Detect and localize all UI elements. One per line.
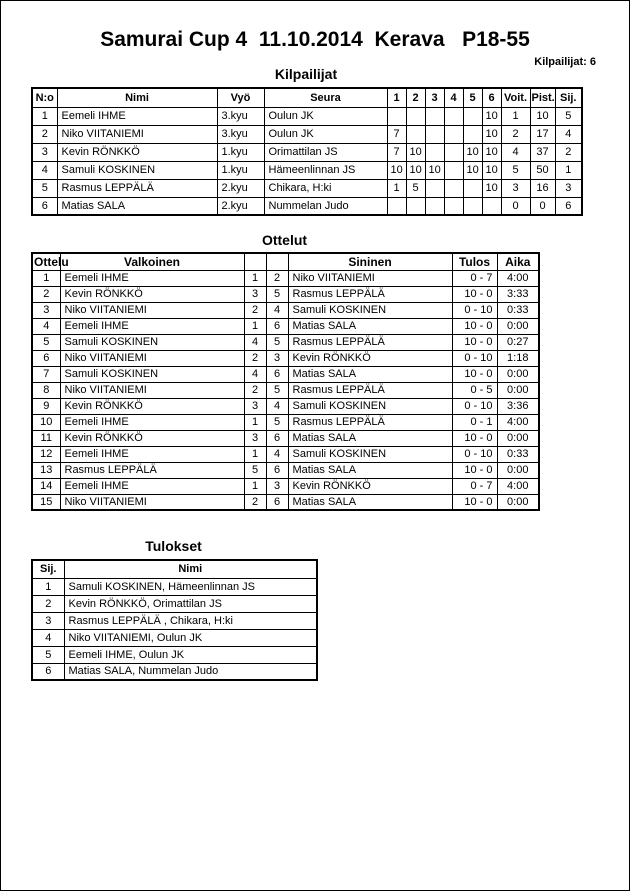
competitor-number: 5 xyxy=(32,179,57,197)
competitor-placement: 1 xyxy=(555,161,582,179)
white-player-name: Eemeli IHME xyxy=(60,318,244,334)
match-number: 5 xyxy=(32,334,60,350)
score-vs-opponent-2: 10 xyxy=(406,161,425,179)
score-vs-opponent-1: 7 xyxy=(387,143,406,161)
final-placement-name: Rasmus LEPPÄLÄ , Chikara, H:ki xyxy=(64,612,317,629)
white-player-number: 1 xyxy=(244,318,266,334)
match-time: 4:00 xyxy=(497,270,539,286)
competitor-club: Hämeenlinnan JS xyxy=(264,161,387,179)
white-player-number: 3 xyxy=(244,430,266,446)
match-row xyxy=(32,366,539,382)
match-number: 12 xyxy=(32,446,60,462)
score-vs-opponent-2 xyxy=(406,107,425,125)
white-player-number: 2 xyxy=(244,350,266,366)
white-player-name: Eemeli IHME xyxy=(60,270,244,286)
match-number: 7 xyxy=(32,366,60,382)
match-time: 0:00 xyxy=(497,366,539,382)
match-result: 10 - 0 xyxy=(452,286,497,302)
match-time: 0:00 xyxy=(497,462,539,478)
competitor-wins: 5 xyxy=(501,161,530,179)
match-result: 0 - 10 xyxy=(452,398,497,414)
match-row xyxy=(32,446,539,462)
final-placement-name: Matias SALA, Nummelan Judo xyxy=(64,663,317,680)
col-header-aika: Aika xyxy=(497,253,539,270)
col-header-sij: Sij. xyxy=(555,88,582,107)
competitors-header-row xyxy=(32,88,582,107)
score-vs-opponent-1: 10 xyxy=(387,161,406,179)
competitor-wins: 2 xyxy=(501,125,530,143)
final-standing-row xyxy=(32,646,317,663)
white-player-name: Niko VIITANIEMI xyxy=(60,494,244,510)
match-time: 4:00 xyxy=(497,478,539,494)
match-result: 10 - 0 xyxy=(452,318,497,334)
blue-player-number: 2 xyxy=(266,270,288,286)
match-number: 11 xyxy=(32,430,60,446)
competitor-name: Niko VIITANIEMI xyxy=(57,125,217,143)
col-header-opp-5: 5 xyxy=(463,88,482,107)
score-vs-opponent-6: 10 xyxy=(482,107,501,125)
match-number: 6 xyxy=(32,350,60,366)
section-heading-ottelut: Ottelut xyxy=(261,232,308,249)
score-vs-opponent-1: 7 xyxy=(387,125,406,143)
competitor-placement: 4 xyxy=(555,125,582,143)
blue-player-name: Kevin RÖNKKÖ xyxy=(288,350,452,366)
final-placement-name: Kevin RÖNKKÖ, Orimattilan JS xyxy=(64,595,317,612)
score-vs-opponent-4 xyxy=(444,161,463,179)
match-number: 1 xyxy=(32,270,60,286)
competitor-row xyxy=(32,125,582,143)
match-time: 0:00 xyxy=(497,318,539,334)
score-vs-opponent-5 xyxy=(463,107,482,125)
final-placement: 2 xyxy=(32,595,64,612)
competitor-points: 16 xyxy=(530,179,555,197)
match-time: 0:00 xyxy=(497,382,539,398)
white-player-name: Samuli KOSKINEN xyxy=(60,366,244,382)
white-player-number: 1 xyxy=(244,478,266,494)
col-header-tulos: Tulos xyxy=(452,253,497,270)
competitor-club: Chikara, H:ki xyxy=(264,179,387,197)
blue-player-number: 5 xyxy=(266,382,288,398)
blue-player-name: Matias SALA xyxy=(288,318,452,334)
match-number: 13 xyxy=(32,462,60,478)
score-vs-opponent-6: 10 xyxy=(482,125,501,143)
blue-player-name: Rasmus LEPPÄLÄ xyxy=(288,334,452,350)
match-row xyxy=(32,494,539,510)
competitor-name: Samuli KOSKINEN xyxy=(57,161,217,179)
competitor-number: 1 xyxy=(32,107,57,125)
competitor-points: 0 xyxy=(530,197,555,215)
competitor-name: Rasmus LEPPÄLÄ xyxy=(57,179,217,197)
match-result: 0 - 10 xyxy=(452,350,497,366)
blue-player-number: 6 xyxy=(266,430,288,446)
match-time: 0:33 xyxy=(497,302,539,318)
col-header-opp-2: 2 xyxy=(406,88,425,107)
final-placement-name: Niko VIITANIEMI, Oulun JK xyxy=(64,629,317,646)
competitor-wins: 4 xyxy=(501,143,530,161)
match-time: 0:00 xyxy=(497,494,539,510)
competitor-wins: 3 xyxy=(501,179,530,197)
match-time: 1:18 xyxy=(497,350,539,366)
competitor-row xyxy=(32,161,582,179)
blue-player-name: Kevin RÖNKKÖ xyxy=(288,478,452,494)
competitor-number: 3 xyxy=(32,143,57,161)
white-player-number: 3 xyxy=(244,398,266,414)
col-header-vyo: Vyö xyxy=(217,88,264,107)
score-vs-opponent-4 xyxy=(444,107,463,125)
match-result: 10 - 0 xyxy=(452,494,497,510)
blue-player-number: 4 xyxy=(266,446,288,462)
standings-table xyxy=(31,559,318,681)
blue-player-number: 4 xyxy=(266,398,288,414)
competitor-number: 6 xyxy=(32,197,57,215)
match-result: 0 - 10 xyxy=(452,302,497,318)
final-standing-row xyxy=(32,612,317,629)
white-player-name: Rasmus LEPPÄLÄ xyxy=(60,462,244,478)
competitor-belt: 2.kyu xyxy=(217,197,264,215)
score-vs-opponent-6: 10 xyxy=(482,161,501,179)
competitors-count-label: Kilpailijat: 6 xyxy=(534,56,596,68)
score-vs-opponent-6: 10 xyxy=(482,143,501,161)
col-header-placement: Sij. xyxy=(32,560,64,578)
col-header-nimi: Nimi xyxy=(57,88,217,107)
match-number: 4 xyxy=(32,318,60,334)
match-result: 10 - 0 xyxy=(452,334,497,350)
white-player-number: 2 xyxy=(244,494,266,510)
competitor-wins: 1 xyxy=(501,107,530,125)
score-vs-opponent-6 xyxy=(482,197,501,215)
blue-player-number: 5 xyxy=(266,414,288,430)
match-number: 8 xyxy=(32,382,60,398)
match-row xyxy=(32,286,539,302)
blue-player-number: 3 xyxy=(266,478,288,494)
competitor-name: Matias SALA xyxy=(57,197,217,215)
score-vs-opponent-3 xyxy=(425,179,444,197)
match-time: 4:00 xyxy=(497,414,539,430)
score-vs-opponent-5 xyxy=(463,125,482,143)
white-player-name: Niko VIITANIEMI xyxy=(60,350,244,366)
blue-player-number: 6 xyxy=(266,494,288,510)
competitor-belt: 2.kyu xyxy=(217,179,264,197)
col-header-valkoinen: Valkoinen xyxy=(60,253,244,270)
score-vs-opponent-3: 10 xyxy=(425,161,444,179)
competitor-wins: 0 xyxy=(501,197,530,215)
competitor-club: Nummelan Judo xyxy=(264,197,387,215)
match-result: 0 - 7 xyxy=(452,478,497,494)
score-vs-opponent-3 xyxy=(425,107,444,125)
competitor-belt: 3.kyu xyxy=(217,125,264,143)
white-player-number: 1 xyxy=(244,446,266,462)
final-standing-row xyxy=(32,629,317,646)
col-header-opp-3: 3 xyxy=(425,88,444,107)
white-player-number: 1 xyxy=(244,414,266,430)
white-player-name: Niko VIITANIEMI xyxy=(60,382,244,398)
competitor-row xyxy=(32,179,582,197)
col-header-seura: Seura xyxy=(264,88,387,107)
match-row xyxy=(32,334,539,350)
final-standing-row xyxy=(32,578,317,595)
match-row xyxy=(32,270,539,286)
white-player-name: Kevin RÖNKKÖ xyxy=(60,398,244,414)
competitors-table xyxy=(31,87,583,216)
match-time: 3:33 xyxy=(497,286,539,302)
match-time: 0:33 xyxy=(497,446,539,462)
competitor-placement: 3 xyxy=(555,179,582,197)
score-vs-opponent-4 xyxy=(444,197,463,215)
competitor-placement: 5 xyxy=(555,107,582,125)
final-placement-name: Eemeli IHME, Oulun JK xyxy=(64,646,317,663)
match-time: 0:27 xyxy=(497,334,539,350)
score-vs-opponent-2: 10 xyxy=(406,143,425,161)
standings-header-row xyxy=(32,560,317,578)
score-vs-opponent-2 xyxy=(406,125,425,143)
matches-table xyxy=(31,252,540,511)
white-player-number: 4 xyxy=(244,334,266,350)
blue-player-number: 6 xyxy=(266,366,288,382)
match-result: 10 - 0 xyxy=(452,430,497,446)
competitor-points: 10 xyxy=(530,107,555,125)
score-vs-opponent-5 xyxy=(463,197,482,215)
competitor-club: Oulun JK xyxy=(264,125,387,143)
score-vs-opponent-4 xyxy=(444,125,463,143)
col-header-name: Nimi xyxy=(64,560,317,578)
score-vs-opponent-5: 10 xyxy=(463,161,482,179)
competitor-row xyxy=(32,197,582,215)
score-vs-opponent-6: 10 xyxy=(482,179,501,197)
white-player-name: Eemeli IHME xyxy=(60,446,244,462)
white-player-name: Eemeli IHME xyxy=(60,414,244,430)
blue-player-name: Niko VIITANIEMI xyxy=(288,270,452,286)
match-row xyxy=(32,462,539,478)
match-row xyxy=(32,302,539,318)
match-row xyxy=(32,478,539,494)
final-placement-name: Samuli KOSKINEN, Hämeenlinnan JS xyxy=(64,578,317,595)
page-title: Samurai Cup 4 11.10.2014 Kerava P18-55 xyxy=(100,28,530,51)
final-placement: 6 xyxy=(32,663,64,680)
final-placement: 4 xyxy=(32,629,64,646)
blue-player-number: 6 xyxy=(266,318,288,334)
white-player-number: 3 xyxy=(244,286,266,302)
match-row xyxy=(32,318,539,334)
blue-player-name: Matias SALA xyxy=(288,430,452,446)
match-row xyxy=(32,414,539,430)
col-header-sininen: Sininen xyxy=(288,253,452,270)
match-time: 0:00 xyxy=(497,430,539,446)
blue-player-number: 4 xyxy=(266,302,288,318)
match-result: 0 - 7 xyxy=(452,270,497,286)
match-result: 0 - 5 xyxy=(452,382,497,398)
match-row xyxy=(32,398,539,414)
competitor-points: 17 xyxy=(530,125,555,143)
final-placement: 5 xyxy=(32,646,64,663)
match-result: 10 - 0 xyxy=(452,462,497,478)
match-result: 10 - 0 xyxy=(452,366,497,382)
col-header-blue-num xyxy=(266,253,288,270)
score-vs-opponent-3 xyxy=(425,125,444,143)
competitor-belt: 1.kyu xyxy=(217,143,264,161)
col-header-opp-6: 6 xyxy=(482,88,501,107)
blue-player-name: Rasmus LEPPÄLÄ xyxy=(288,414,452,430)
blue-player-name: Matias SALA xyxy=(288,366,452,382)
white-player-number: 1 xyxy=(244,270,266,286)
white-player-name: Niko VIITANIEMI xyxy=(60,302,244,318)
score-vs-opponent-4 xyxy=(444,179,463,197)
blue-player-name: Samuli KOSKINEN xyxy=(288,446,452,462)
match-number: 10 xyxy=(32,414,60,430)
match-number: 9 xyxy=(32,398,60,414)
final-placement: 3 xyxy=(32,612,64,629)
match-row xyxy=(32,430,539,446)
competitor-row xyxy=(32,143,582,161)
score-vs-opponent-1 xyxy=(387,107,406,125)
section-heading-tulokset: Tulokset xyxy=(145,538,202,555)
competitor-belt: 3.kyu xyxy=(217,107,264,125)
blue-player-name: Samuli KOSKINEN xyxy=(288,302,452,318)
competitor-belt: 1.kyu xyxy=(217,161,264,179)
final-standing-row xyxy=(32,595,317,612)
white-player-name: Samuli KOSKINEN xyxy=(60,334,244,350)
score-vs-opponent-2 xyxy=(406,197,425,215)
col-header-voit: Voit. xyxy=(501,88,530,107)
final-placement: 1 xyxy=(32,578,64,595)
white-player-number: 2 xyxy=(244,382,266,398)
matches-header-row xyxy=(32,253,539,270)
competitor-club: Orimattilan JS xyxy=(264,143,387,161)
competitor-points: 50 xyxy=(530,161,555,179)
match-number: 3 xyxy=(32,302,60,318)
col-header-opp-1: 1 xyxy=(387,88,406,107)
score-vs-opponent-5: 10 xyxy=(463,143,482,161)
blue-player-name: Rasmus LEPPÄLÄ xyxy=(288,382,452,398)
match-time: 3:36 xyxy=(497,398,539,414)
blue-player-name: Rasmus LEPPÄLÄ xyxy=(288,286,452,302)
score-vs-opponent-2: 5 xyxy=(406,179,425,197)
blue-player-number: 3 xyxy=(266,350,288,366)
competitor-name: Eemeli IHME xyxy=(57,107,217,125)
white-player-name: Kevin RÖNKKÖ xyxy=(60,286,244,302)
white-player-number: 5 xyxy=(244,462,266,478)
blue-player-number: 5 xyxy=(266,334,288,350)
match-number: 14 xyxy=(32,478,60,494)
blue-player-name: Matias SALA xyxy=(288,494,452,510)
blue-player-name: Samuli KOSKINEN xyxy=(288,398,452,414)
col-header-no: N:o xyxy=(32,88,57,107)
col-header-opp-4: 4 xyxy=(444,88,463,107)
col-header-white-num xyxy=(244,253,266,270)
final-standing-row xyxy=(32,663,317,680)
score-vs-opponent-1: 1 xyxy=(387,179,406,197)
competitor-points: 37 xyxy=(530,143,555,161)
col-header-ottelu: Ottelu xyxy=(34,254,69,269)
match-result: 0 - 10 xyxy=(452,446,497,462)
score-vs-opponent-3 xyxy=(425,143,444,161)
competitor-name: Kevin RÖNKKÖ xyxy=(57,143,217,161)
blue-player-name: Matias SALA xyxy=(288,462,452,478)
white-player-number: 4 xyxy=(244,366,266,382)
competitor-placement: 2 xyxy=(555,143,582,161)
col-header-pist: Pist. xyxy=(530,88,555,107)
competitor-club: Oulun JK xyxy=(264,107,387,125)
match-number: 15 xyxy=(32,494,60,510)
blue-player-number: 6 xyxy=(266,462,288,478)
white-player-name: Kevin RÖNKKÖ xyxy=(60,430,244,446)
score-vs-opponent-3 xyxy=(425,197,444,215)
match-number: 2 xyxy=(32,286,60,302)
competitor-placement: 6 xyxy=(555,197,582,215)
blue-player-number: 5 xyxy=(266,286,288,302)
match-result: 0 - 1 xyxy=(452,414,497,430)
match-row xyxy=(32,382,539,398)
score-vs-opponent-1 xyxy=(387,197,406,215)
section-heading-kilpailijat: Kilpailijat xyxy=(274,66,338,83)
competitor-number: 4 xyxy=(32,161,57,179)
score-vs-opponent-4 xyxy=(444,143,463,161)
white-player-number: 2 xyxy=(244,302,266,318)
competitor-number: 2 xyxy=(32,125,57,143)
match-row xyxy=(32,350,539,366)
score-vs-opponent-5 xyxy=(463,179,482,197)
white-player-name: Eemeli IHME xyxy=(60,478,244,494)
competitor-row xyxy=(32,107,582,125)
